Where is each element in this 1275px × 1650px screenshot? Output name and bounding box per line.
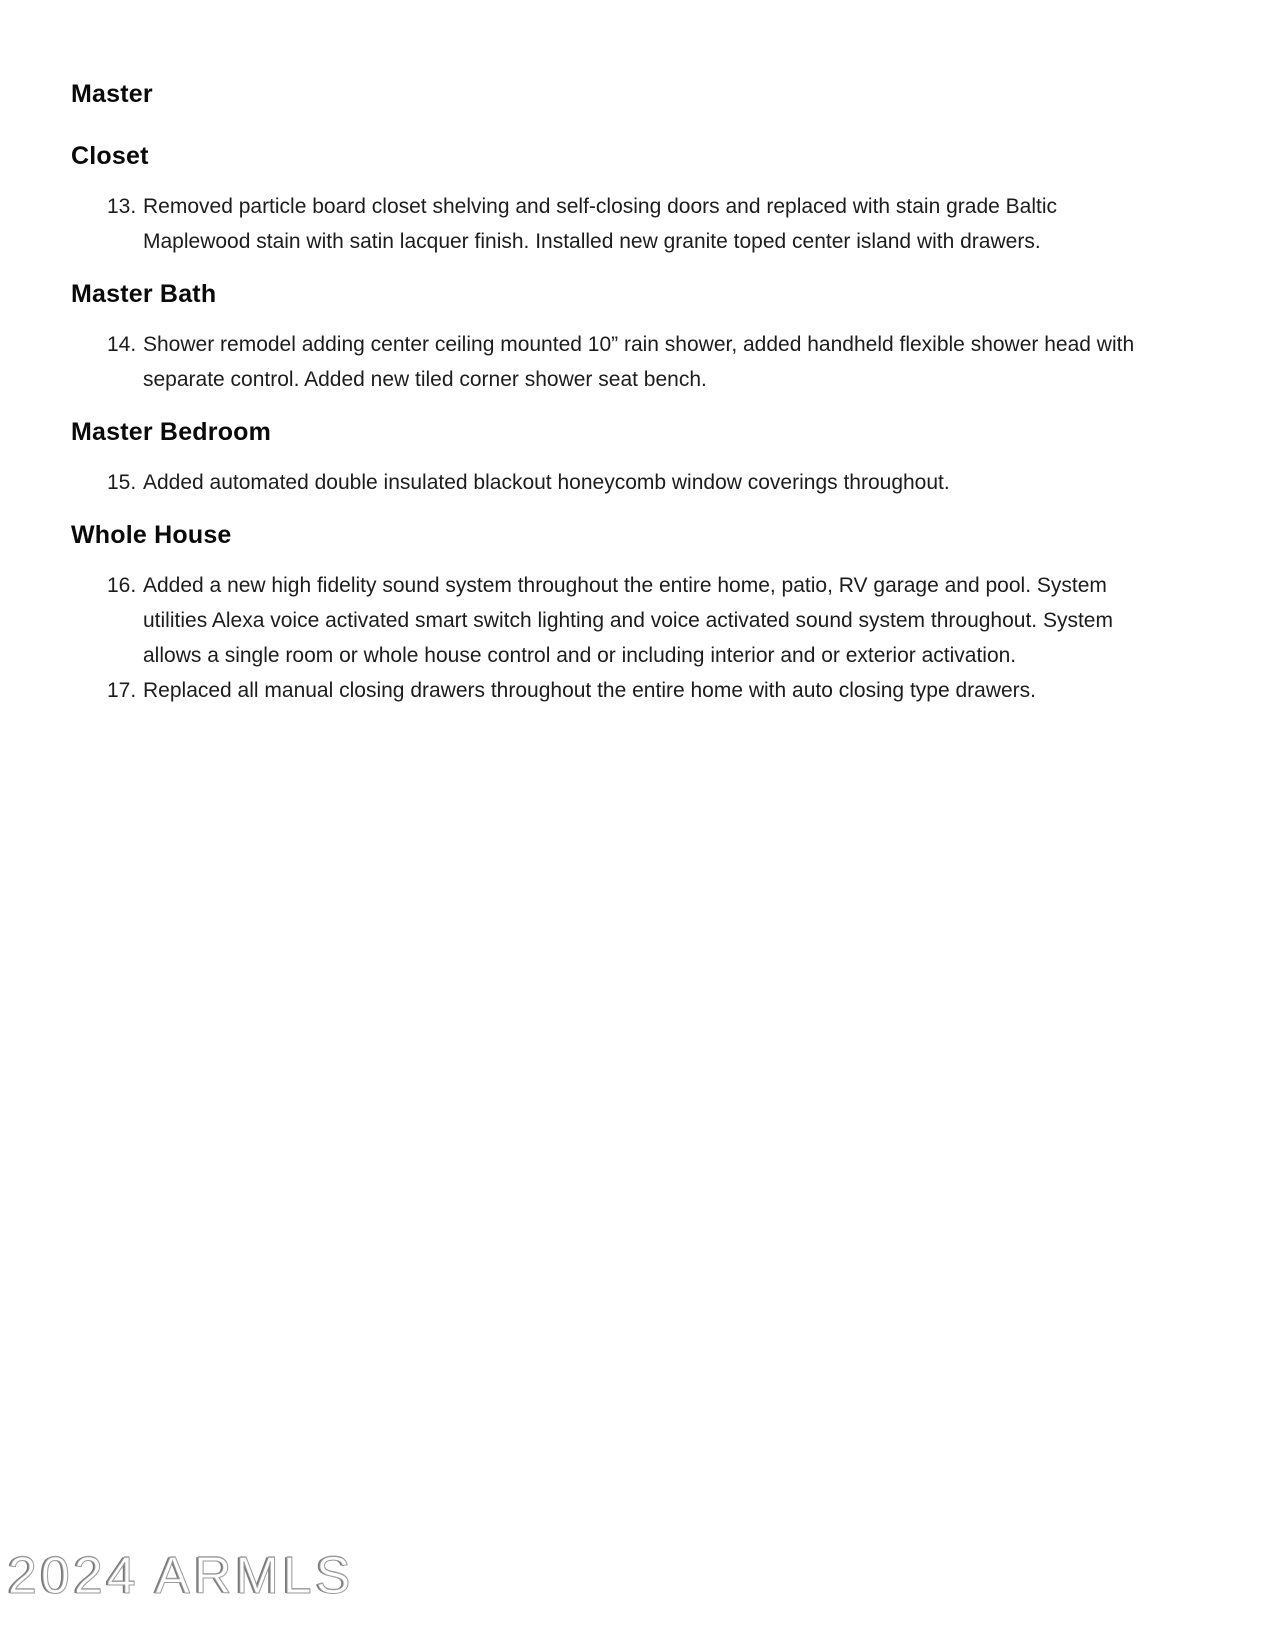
- list-item-15: [71, 465, 1155, 500]
- list-item-number: 16.: [107, 574, 137, 597]
- master-bedroom-item-list: [71, 465, 1155, 500]
- list-item-text: Removed particle board closet shelving and self-closing doors and replaced with stain grade Baltic Maplewood stain with satin lacquer finish. Installed new granite toped center island with drawers.: [143, 195, 1058, 253]
- list-item-17: [71, 673, 1155, 708]
- closet-item-list: [71, 189, 1155, 259]
- list-item-text: Shower remodel adding center ceiling mounted 10” rain shower, added handheld flexible shower head with separate control. Added new tiled corner shower seat bench.: [143, 333, 1135, 391]
- list-item-number: 13.: [107, 195, 137, 218]
- list-item-text: Added a new high fidelity sound system throughout the entire home, patio, RV garage and pool. System utilities Alexa voice activated smart switch lighting and voice activated sound system throughout. System allows a single room or whole house control and or including interior and or exterior activation.: [143, 574, 1113, 667]
- list-item-text: Replaced all manual closing drawers throughout the entire home with auto closing type drawers.: [143, 679, 1036, 702]
- section-heading-closet: Closet: [71, 142, 149, 170]
- list-item-text: Added automated double insulated blackout honeycomb window coverings throughout.: [143, 471, 950, 494]
- list-item-14: [71, 327, 1155, 397]
- list-item-13: [71, 189, 1155, 259]
- list-item-number: 14.: [107, 333, 137, 356]
- section-heading-master-bath: Master Bath: [71, 280, 217, 308]
- list-item-16: [71, 568, 1155, 673]
- section-heading-master-bedroom: Master Bedroom: [71, 418, 272, 446]
- list-item-number: 15.: [107, 471, 137, 494]
- section-heading-whole-house: Whole House: [71, 521, 232, 549]
- whole-house-item-list: [71, 568, 1155, 708]
- armls-watermark: 2024 ARMLS: [8, 1547, 355, 1605]
- section-heading-master: Master: [71, 80, 153, 108]
- master-bath-item-list: [71, 327, 1155, 397]
- document-content: [71, 78, 1155, 708]
- list-item-number: 17.: [107, 679, 137, 702]
